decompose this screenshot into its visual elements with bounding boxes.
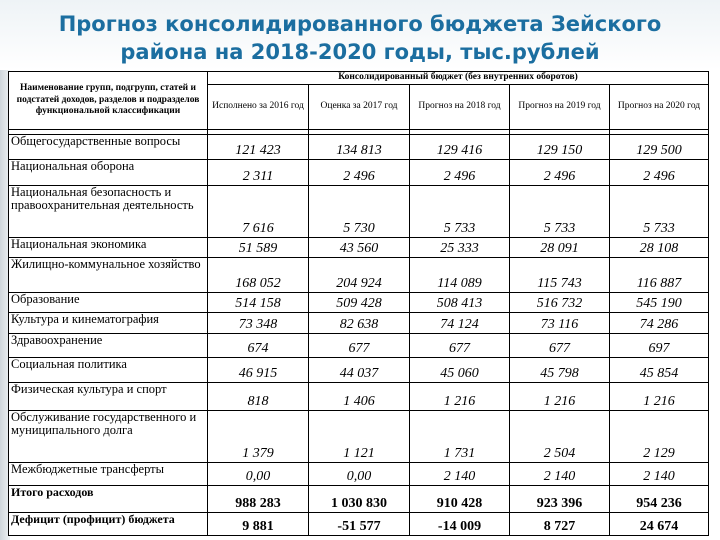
table-row — [9, 333, 709, 357]
row-value: 204 924 — [309, 258, 410, 293]
row-value: 1 731 — [410, 410, 510, 463]
table-row — [9, 410, 709, 463]
year-header-2016: Исполнено за 2016 год — [208, 84, 309, 129]
row-value: 910 428 — [410, 486, 510, 512]
row-value: -51 577 — [309, 512, 410, 535]
row-value: 508 413 — [410, 292, 510, 312]
year-header-2020: Прогноз на 2020 год — [610, 84, 709, 129]
row-value: 1 379 — [208, 410, 309, 463]
row-value: -14 009 — [410, 512, 510, 535]
row-value: 954 236 — [610, 486, 709, 512]
row-label: Национальная экономика — [9, 238, 208, 258]
row-value: 818 — [208, 383, 309, 410]
row-value: 1 216 — [610, 383, 709, 410]
row-value: 2 311 — [208, 160, 309, 185]
row-value: 677 — [510, 333, 610, 357]
row-label: Жилищно-коммунальное хозяйство — [9, 258, 208, 293]
row-value: 24 674 — [610, 512, 709, 535]
row-label: Общегосударственные вопросы — [9, 135, 208, 160]
row-value: 73 348 — [208, 312, 309, 333]
row-value: 988 283 — [208, 486, 309, 512]
row-label: Культура и кинематография — [9, 312, 208, 333]
row-value: 82 638 — [309, 312, 410, 333]
table-row — [9, 160, 709, 185]
row-value: 9 881 — [208, 512, 309, 535]
row-label: Физическая культура и спорт — [9, 383, 208, 410]
row-value: 25 333 — [410, 238, 510, 258]
row-value: 697 — [610, 333, 709, 357]
table-row — [9, 135, 709, 160]
row-label: Обслуживание государственного и муниципального долга — [9, 410, 208, 463]
row-value: 0,00 — [208, 463, 309, 486]
row-label: Национальная безопасность и правоохранительная деятельность — [9, 185, 208, 238]
row-value: 0,00 — [309, 463, 410, 486]
row-value: 2 496 — [610, 160, 709, 185]
row-label: Здравоохранение — [9, 333, 208, 357]
row-value: 677 — [309, 333, 410, 357]
row-value: 129 150 — [510, 135, 610, 160]
year-header-2017: Оценка за 2017 год — [309, 84, 410, 129]
slide-title — [0, 10, 720, 66]
table-row — [9, 512, 709, 535]
table-row — [9, 185, 709, 238]
row-value: 5 730 — [309, 185, 410, 238]
table-row — [9, 292, 709, 312]
row-value: 8 727 — [510, 512, 610, 535]
row-label: Образование — [9, 292, 208, 312]
row-label: Межбюджетные трансферты — [9, 463, 208, 486]
row-label: Социальная политика — [9, 358, 208, 383]
row-value: 514 158 — [208, 292, 309, 312]
row-value: 51 589 — [208, 238, 309, 258]
row-value: 2 496 — [309, 160, 410, 185]
row-value: 28 091 — [510, 238, 610, 258]
row-value: 1 030 830 — [309, 486, 410, 512]
row-value: 509 428 — [309, 292, 410, 312]
title-line-1: Прогноз консолидированного бюджета Зейского — [58, 12, 662, 36]
row-label: Дефицит (профицит) бюджета — [9, 512, 208, 535]
row-value: 923 396 — [510, 486, 610, 512]
row-value: 115 743 — [510, 258, 610, 293]
row-value: 74 124 — [410, 312, 510, 333]
row-value: 2 140 — [410, 463, 510, 486]
year-header-2018: Прогноз на 2018 год — [410, 84, 510, 129]
row-label: Национальная оборона — [9, 160, 208, 185]
table-row — [9, 238, 709, 258]
title-line-2: района на 2018-2020 годы, тыс.рублей — [120, 40, 600, 64]
row-value: 7 616 — [208, 185, 309, 238]
row-value: 2 496 — [510, 160, 610, 185]
consolidated-budget-header: Консолидированный бюджет (без внутренних оборотов) — [208, 72, 709, 85]
table-row — [9, 486, 709, 512]
row-value: 116 887 — [610, 258, 709, 293]
row-value: 44 037 — [309, 358, 410, 383]
row-value: 2 129 — [610, 410, 709, 463]
row-value: 2 140 — [610, 463, 709, 486]
table-row — [9, 383, 709, 410]
table-row — [9, 312, 709, 333]
row-value: 1 406 — [309, 383, 410, 410]
table-row — [9, 258, 709, 293]
row-value: 677 — [410, 333, 510, 357]
budget-table — [8, 71, 709, 536]
row-value: 516 732 — [510, 292, 610, 312]
row-value: 114 089 — [410, 258, 510, 293]
table-row — [9, 358, 709, 383]
row-value: 129 416 — [410, 135, 510, 160]
row-value: 5 733 — [510, 185, 610, 238]
row-value: 45 798 — [510, 358, 610, 383]
row-value: 1 216 — [510, 383, 610, 410]
row-value: 45 060 — [410, 358, 510, 383]
row-value: 674 — [208, 333, 309, 357]
row-value: 45 854 — [610, 358, 709, 383]
row-value: 1 121 — [309, 410, 410, 463]
row-value: 73 116 — [510, 312, 610, 333]
row-value: 2 504 — [510, 410, 610, 463]
row-value: 121 423 — [208, 135, 309, 160]
row-value: 1 216 — [410, 383, 510, 410]
row-value: 2 496 — [410, 160, 510, 185]
row-label: Итого расходов — [9, 486, 208, 512]
row-value: 5 733 — [610, 185, 709, 238]
row-value: 129 500 — [610, 135, 709, 160]
row-value: 46 915 — [208, 358, 309, 383]
row-value: 28 108 — [610, 238, 709, 258]
row-value: 134 813 — [309, 135, 410, 160]
row-value: 43 560 — [309, 238, 410, 258]
row-value: 74 286 — [610, 312, 709, 333]
budget-rows — [9, 135, 709, 536]
row-value: 168 052 — [208, 258, 309, 293]
table-row — [9, 463, 709, 486]
row-value: 2 140 — [510, 463, 610, 486]
row-value: 5 733 — [410, 185, 510, 238]
year-header-2019: Прогноз на 2019 год — [510, 84, 610, 129]
name-column-header: Наименование групп, подгрупп, статей и подстатей доходов, разделов и подразделов функциональной классификации — [9, 72, 208, 130]
row-value: 545 190 — [610, 292, 709, 312]
